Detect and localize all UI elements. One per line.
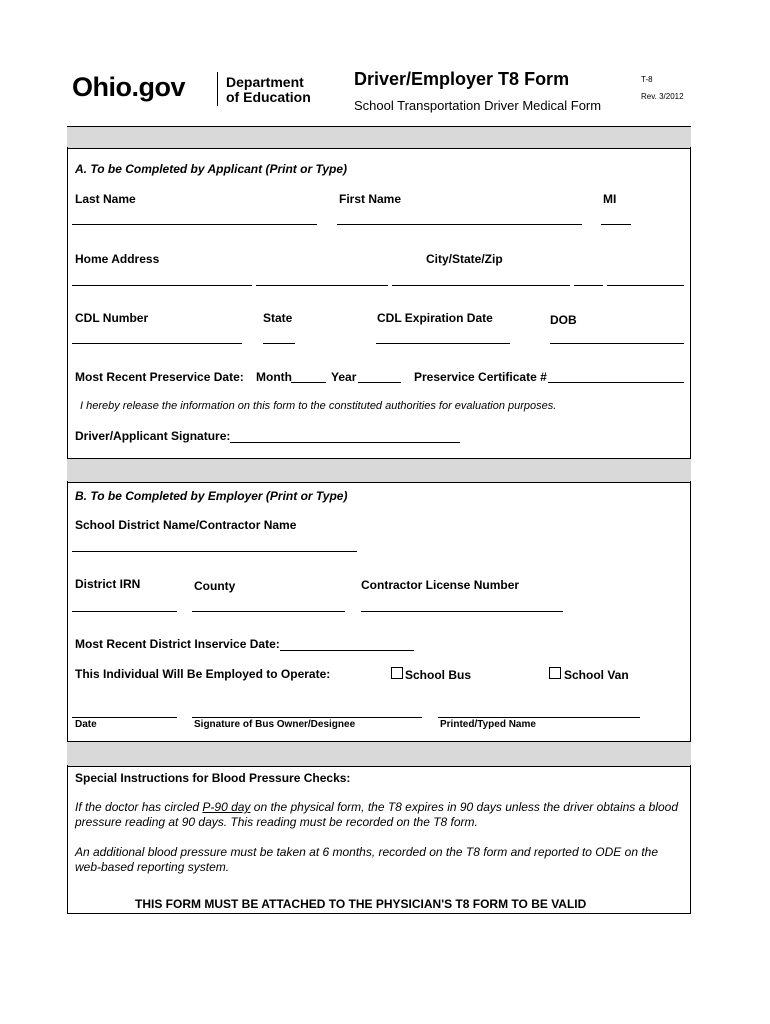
section-c-band <box>67 741 691 767</box>
year-label: Year <box>331 370 357 384</box>
first-name-field[interactable] <box>337 224 582 225</box>
section-a-heading: A. To be Completed by Applicant (Print or Type) <box>75 162 348 176</box>
home-address-label: Home Address <box>75 252 160 266</box>
district-name-label: School District Name/Contractor Name <box>75 518 297 532</box>
district-name-field[interactable] <box>72 551 357 552</box>
preservice-date-label: Most Recent Preservice Date: <box>75 370 244 384</box>
section-b-band <box>67 458 691 483</box>
printed-name-label: Printed/Typed Name <box>440 719 536 730</box>
last-name-field[interactable] <box>72 224 317 225</box>
cdl-number-field[interactable] <box>72 343 242 344</box>
logo-gov-text: .gov <box>131 72 186 102</box>
school-bus-label: School Bus <box>405 668 472 682</box>
cdl-expiration-field[interactable] <box>376 343 510 344</box>
school-bus-checkbox[interactable] <box>391 667 403 679</box>
logo-divider <box>217 72 218 106</box>
dob-field[interactable] <box>550 343 684 344</box>
owner-signature-label: Signature of Bus Owner/Designee <box>194 719 356 730</box>
month-field[interactable] <box>291 382 326 383</box>
logo-dept-line1: Department <box>226 74 304 90</box>
home-address-field-2[interactable] <box>256 285 388 286</box>
para2-line2: web-based reporting system. <box>75 860 230 874</box>
home-address-field[interactable] <box>72 285 252 286</box>
year-field[interactable] <box>358 382 401 383</box>
certificate-field[interactable] <box>548 382 684 383</box>
para1-pre: If the doctor has circled <box>75 800 203 814</box>
section-c-frame <box>67 765 691 914</box>
section-a-band <box>67 126 691 149</box>
employed-to-operate-label: This Individual Will Be Employed to Operate: <box>75 667 331 681</box>
cdl-state-field[interactable] <box>263 343 295 344</box>
signature-label: Driver/Applicant Signature: <box>75 429 231 443</box>
date-field[interactable] <box>72 717 177 718</box>
last-name-label: Last Name <box>75 192 136 206</box>
section-b-heading: B. To be Completed by Employer (Print or Type) <box>75 489 348 503</box>
state-label: State <box>263 311 293 325</box>
release-statement: I hereby release the information on this form to the constituted authorities for evaluation purposes. <box>80 400 557 412</box>
para1-line2: pressure reading at 90 days. This reading must be recorded on the T8 form. <box>75 815 478 829</box>
first-name-label: First Name <box>339 192 402 206</box>
state-field[interactable] <box>574 285 603 286</box>
county-field[interactable] <box>192 611 345 612</box>
city-state-zip-label: City/State/Zip <box>426 252 503 266</box>
printed-name-field[interactable] <box>438 717 640 718</box>
school-van-checkbox[interactable] <box>549 667 561 679</box>
instructions-paragraph-2 <box>75 845 658 875</box>
form-title: Driver/Employer T8 Form <box>354 69 570 89</box>
para1-post: on the physical form, the T8 expires in 90 days unless the driver obtains a blood <box>250 800 679 814</box>
attachment-notice: THIS FORM MUST BE ATTACHED TO THE PHYSICIAN'S T8 FORM TO BE VALID <box>135 897 587 911</box>
form-code: T-8 <box>641 75 653 84</box>
county-label: County <box>194 579 236 593</box>
p90-day-text: P-90 day <box>202 800 251 814</box>
logo-dept-line2: of Education <box>226 89 311 105</box>
inservice-date-label: Most Recent District Inservice Date: <box>75 637 280 651</box>
logo-ohio-text: Ohio <box>72 72 132 102</box>
cdl-expiration-label: CDL Expiration Date <box>377 311 493 325</box>
owner-signature-field[interactable] <box>192 717 422 718</box>
revision-date: Rev. 3/2012 <box>641 92 684 101</box>
school-van-label: School Van <box>564 668 629 682</box>
zip-field[interactable] <box>607 285 684 286</box>
form-subtitle: School Transportation Driver Medical Form <box>354 98 602 113</box>
district-irn-label: District IRN <box>75 577 141 591</box>
blood-pressure-heading: Special Instructions for Blood Pressure Checks: <box>75 771 351 785</box>
ohio-gov-logo <box>72 68 322 108</box>
dob-label: DOB <box>550 313 577 327</box>
signature-field[interactable] <box>230 442 460 443</box>
contractor-license-label: Contractor License Number <box>361 578 520 592</box>
district-irn-field[interactable] <box>72 611 177 612</box>
month-label: Month <box>256 370 292 384</box>
mi-field[interactable] <box>601 224 631 225</box>
date-label: Date <box>75 719 97 730</box>
instructions-paragraph-1 <box>75 800 678 830</box>
contractor-license-field[interactable] <box>361 611 563 612</box>
para2-line1: An additional blood pressure must be taken at 6 months, recorded on the T8 form and reported to ODE on the <box>75 845 659 859</box>
city-field[interactable] <box>392 285 570 286</box>
cdl-number-label: CDL Number <box>75 311 149 325</box>
mi-label: MI <box>603 192 617 206</box>
certificate-label: Preservice Certificate # <box>414 370 547 384</box>
inservice-date-field[interactable] <box>280 650 414 651</box>
